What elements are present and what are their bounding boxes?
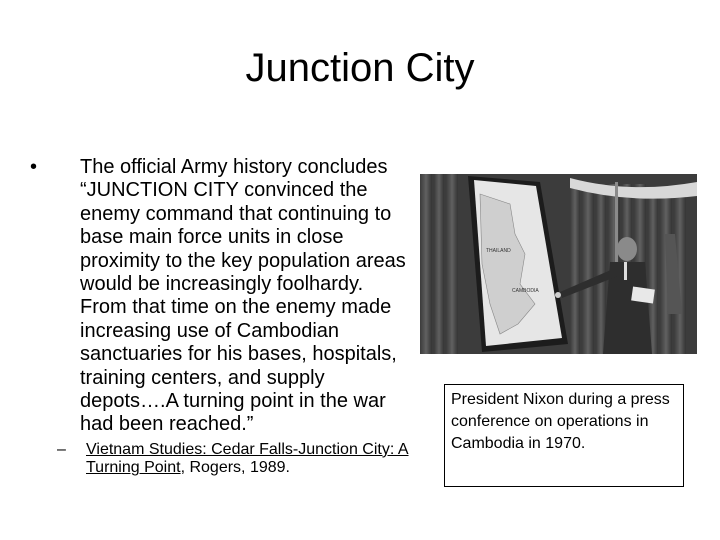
citation-rest: , Rogers, 1989. [180,459,290,477]
citation-dash: – [57,440,66,458]
citation-title: Vietnam Studies: Cedar Falls-Junction City: A Turning Point [86,440,409,477]
bullet-list [30,156,410,478]
nixon-photo [420,174,697,354]
bullet-text: The official Army history concludes “JUNCTION CITY convinced the enemy command that continuing to base main force units in close proximity to the key population areas would be increasingly foolhardy. From that time on the enemy made increasing use of Cambodian sanctuaries for his bases, hospitals, training centers, and supply depots….A turning point in the war had been reached.” [80,156,406,436]
map-label-thailand: THAILAND [486,248,511,254]
citation [30,441,410,478]
bullet-marker: • [30,156,38,178]
photo-caption: President Nixon during a press conference on operations in Cambodia in 1970. [444,384,684,487]
photo-illustration [420,174,697,354]
slide-title: Junction City [245,46,475,90]
bullet-item [30,156,410,437]
map-label-cambodia: CAMBODIA [512,288,539,294]
